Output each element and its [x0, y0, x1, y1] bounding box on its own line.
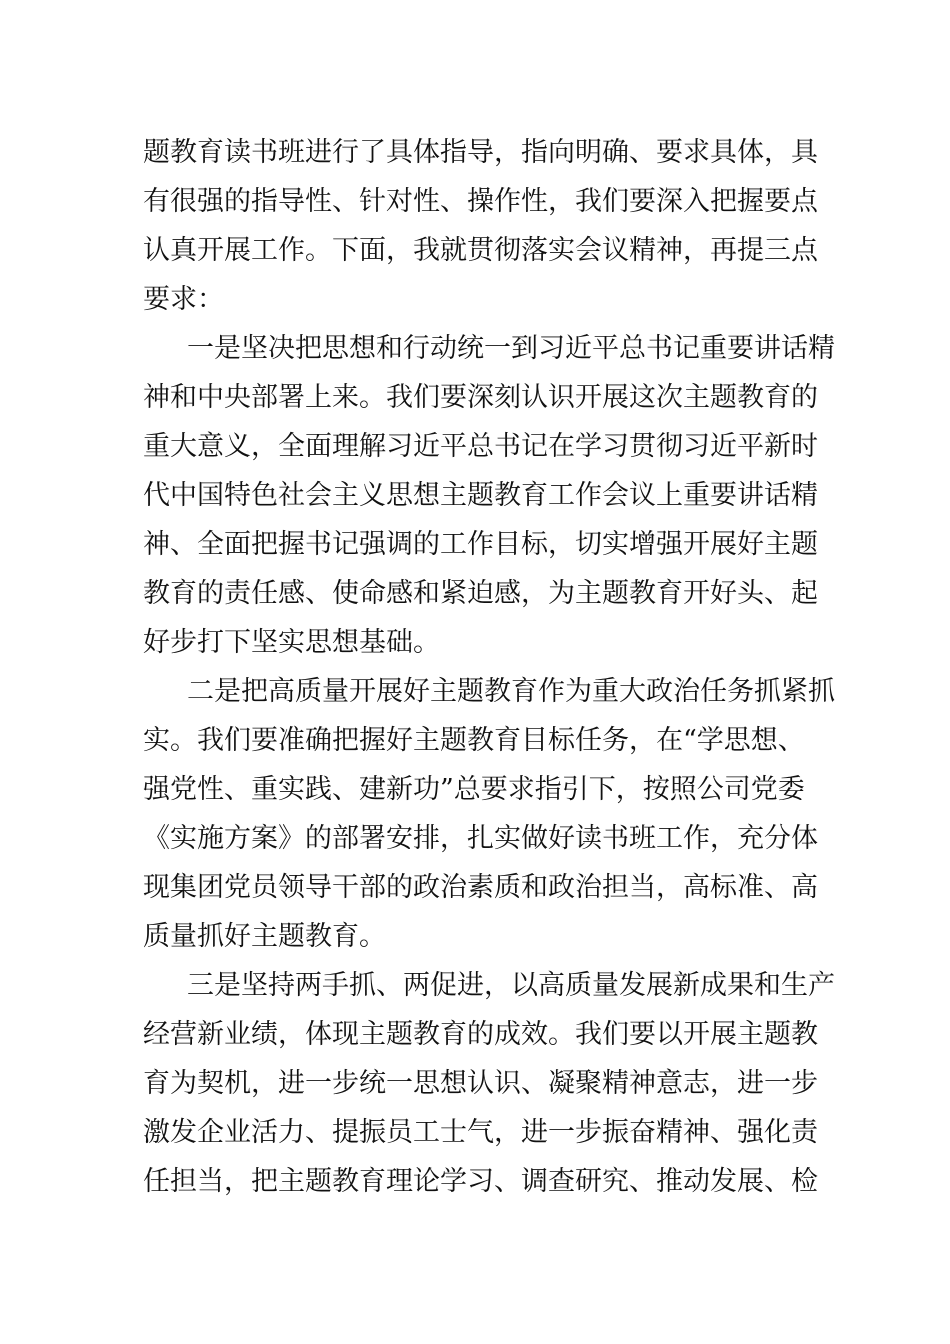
- text-line: 代中国特色社会主义思想主题教育工作会议上重要讲话精: [143, 480, 818, 511]
- text-line: 神和中央部署上来。我们要深刻认识开展这次主题教育的: [143, 382, 818, 413]
- body-text: [143, 128, 835, 1206]
- text-line: 《实施方案》的部署安排，扎实做好读书班工作，充分体: [143, 823, 818, 854]
- text-line: 一是坚决把思想和行动统一到习近平总书记重要讲话精: [187, 333, 835, 364]
- text-line: 育为契机，进一步统一思想认识、凝聚精神意志，进一步: [143, 1068, 818, 1099]
- text-line: 有很强的指导性、针对性、操作性，我们要深入把握要点: [143, 186, 818, 217]
- text-line: 题教育读书班进行了具体指导，指向明确、要求具体，具: [143, 137, 818, 168]
- text-line: 经营新业绩，体现主题教育的成效。我们要以开展主题教: [143, 1019, 818, 1050]
- text-line: 激发企业活力、提振员工士气，进一步振奋精神、强化责: [143, 1117, 818, 1148]
- text-line: 实。我们要准确把握好主题教育目标任务，在“学思想、: [143, 725, 805, 756]
- text-line: 二是把高质量开展好主题教育作为重大政治任务抓紧抓: [187, 676, 835, 707]
- text-line: 神、全面把握书记强调的工作目标，切实增强开展好主题: [143, 529, 818, 560]
- text-line: 任担当，把主题教育理论学习、调查研究、推动发展、检: [143, 1166, 818, 1197]
- text-line: 要求：: [143, 284, 224, 315]
- text-line: 强党性、重实践、建新功”总要求指引下，按照公司党委: [143, 774, 805, 805]
- text-line: 教育的责任感、使命感和紧迫感，为主题教育开好头、起: [143, 578, 818, 609]
- text-line: 重大意义，全面理解习近平总书记在学习贯彻习近平新时: [143, 431, 818, 462]
- text-line: 三是坚持两手抓、两促进，以高质量发展新成果和生产: [187, 970, 835, 1001]
- text-line: 好步打下坚实思想基础。: [143, 627, 440, 658]
- text-line: 认真开展工作。下面，我就贯彻落实会议精神，再提三点: [143, 235, 818, 266]
- text-line: 质量抓好主题教育。: [143, 921, 386, 952]
- text-line: 现集团党员领导干部的政治素质和政治担当，高标准、高: [143, 872, 818, 903]
